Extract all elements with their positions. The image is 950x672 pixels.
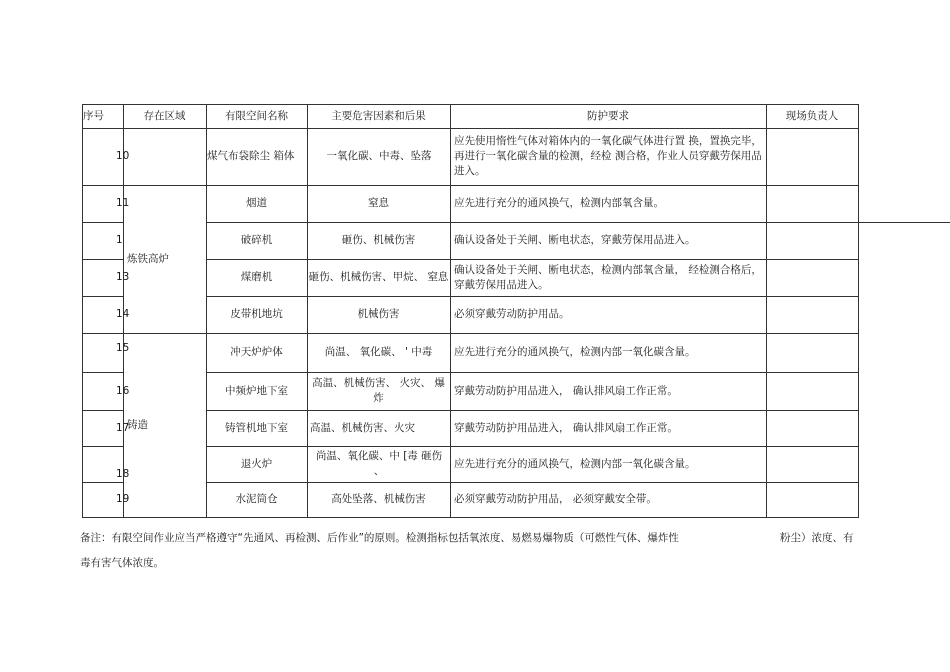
header-no: 序号 bbox=[83, 109, 104, 122]
row-space-name: 煤磨机 bbox=[240, 271, 273, 283]
column-divider bbox=[766, 104, 767, 518]
row-space-name: 水泥筒仓 bbox=[235, 493, 278, 505]
row-requirement: 应先进行充分的通风换气，检测内部一氧化碳含量。 bbox=[454, 457, 696, 470]
row-space-name: 烟道 bbox=[246, 197, 267, 209]
row-number: 14 bbox=[116, 308, 130, 320]
row-number: 18 bbox=[116, 468, 130, 480]
row-space-name: 退火炉 bbox=[240, 457, 273, 470]
row-requirement: 应先进行充分的通风换气，检测内部一氧化碳含量。 bbox=[454, 346, 696, 358]
row-space-name: 中频炉地下室 bbox=[225, 384, 288, 397]
header-space-name: 有限空间名称 bbox=[225, 109, 288, 122]
row-hazard: 砸伤、机械伤害 bbox=[341, 234, 416, 246]
row-requirement: 穿戴劳动防护用品进入， 确认排风扇工作正常。 bbox=[454, 421, 678, 434]
row-requirement: 确认设备处于关闸、断电状态，检测内部氧含量， 经检测合格后，穿戴劳保用品进入。 bbox=[454, 263, 762, 291]
region-ironmaking bbox=[123, 185, 210, 333]
row-requirement: 应先进行充分的通风换气，检测内部氧含量。 bbox=[454, 197, 664, 209]
header-requirements: 防护要求 bbox=[587, 109, 629, 122]
row-requirement: 应先使用惰性气体对箱体内的一氧化碳气体进行置 换，置换完毕，再进行一氧化碳含量的检测，经检 测合格，作业人员穿戴劳保用品进入。 bbox=[454, 135, 762, 177]
row-hazard: 机械伤害 bbox=[357, 308, 400, 320]
row-hazard-text: 一氧化碳、中毒、坠落 bbox=[326, 150, 432, 162]
row-number: 19 bbox=[116, 493, 130, 505]
note-text-tail: 粉尘）浓度、有 bbox=[780, 532, 854, 544]
row-requirement: 必须穿戴劳动防护用品， 必须穿戴安全带。 bbox=[454, 493, 657, 505]
row-number: 11 bbox=[116, 197, 130, 209]
row-space-name: 破碎机 bbox=[240, 234, 273, 246]
note-line-1 bbox=[80, 531, 870, 546]
row-number: 15 bbox=[116, 342, 130, 354]
row-space-name: 冲天炉炉体 bbox=[230, 346, 283, 358]
table-border-left bbox=[82, 104, 83, 518]
row-space-name: 铸管机地下室 bbox=[225, 421, 288, 434]
row-space-name: 煤气布袋除尘 箱体 bbox=[207, 150, 295, 162]
row-hazard: 砸伤、机械伤害、甲烷、 窒息 bbox=[308, 271, 449, 283]
table-border-right bbox=[858, 104, 859, 518]
row-hazard: 高处坠落、机械伤害 bbox=[331, 493, 426, 505]
header-region: 存在区域 bbox=[143, 109, 186, 122]
row-hazard: 高温、机械伤害、 火灾、 爆炸 bbox=[312, 377, 445, 404]
row-requirement: 必须穿戴劳动防护用品。 bbox=[454, 308, 570, 320]
row-number: 1 bbox=[116, 234, 123, 246]
column-divider bbox=[450, 104, 451, 518]
hazard-table bbox=[82, 104, 859, 518]
row-hazard: 窒息 bbox=[368, 197, 389, 209]
row-requirement: 穿戴劳动防护用品进入， 确认排风扇工作正常。 bbox=[454, 384, 678, 397]
row-space-name: 皮带机地坑 bbox=[230, 308, 283, 320]
row-hazard: 尚温、氧化碳、中 [毒 砸伤 、 bbox=[315, 450, 443, 477]
row-number: 16 bbox=[116, 384, 130, 397]
header-hazards: 主要危害因素和后果 bbox=[331, 109, 426, 122]
row-hazard: 高温、机械伤害、火灾 bbox=[310, 421, 415, 434]
region-casting-label: 铸造 bbox=[127, 418, 148, 431]
row-number: 13 bbox=[116, 271, 130, 283]
note-line-2: 毒有害气体浓度。 bbox=[80, 557, 164, 569]
row-number: 17 bbox=[116, 421, 130, 434]
table-border-bottom bbox=[82, 517, 859, 518]
region-ironmaking-label: 炼铁高炉 bbox=[127, 252, 169, 265]
region-casting bbox=[123, 333, 210, 517]
header-supervisor: 现场负责人 bbox=[785, 109, 839, 122]
row-hazard bbox=[310, 128, 448, 185]
row-hazard: 尚温、 氧化碳、 ' 中毒 bbox=[324, 346, 433, 358]
row-requirement: 确认设备处于关闸、断电状态，穿戴劳保用品进入。 bbox=[454, 234, 696, 246]
row-number: 10 bbox=[116, 150, 130, 162]
note-text-main: 备注：有限空间作业应当严格遵守“先通风、再检测、后作业”的原则。检测指标包括氧浓度、易燃易爆物质（可燃性气体、爆炸性 bbox=[80, 532, 679, 544]
